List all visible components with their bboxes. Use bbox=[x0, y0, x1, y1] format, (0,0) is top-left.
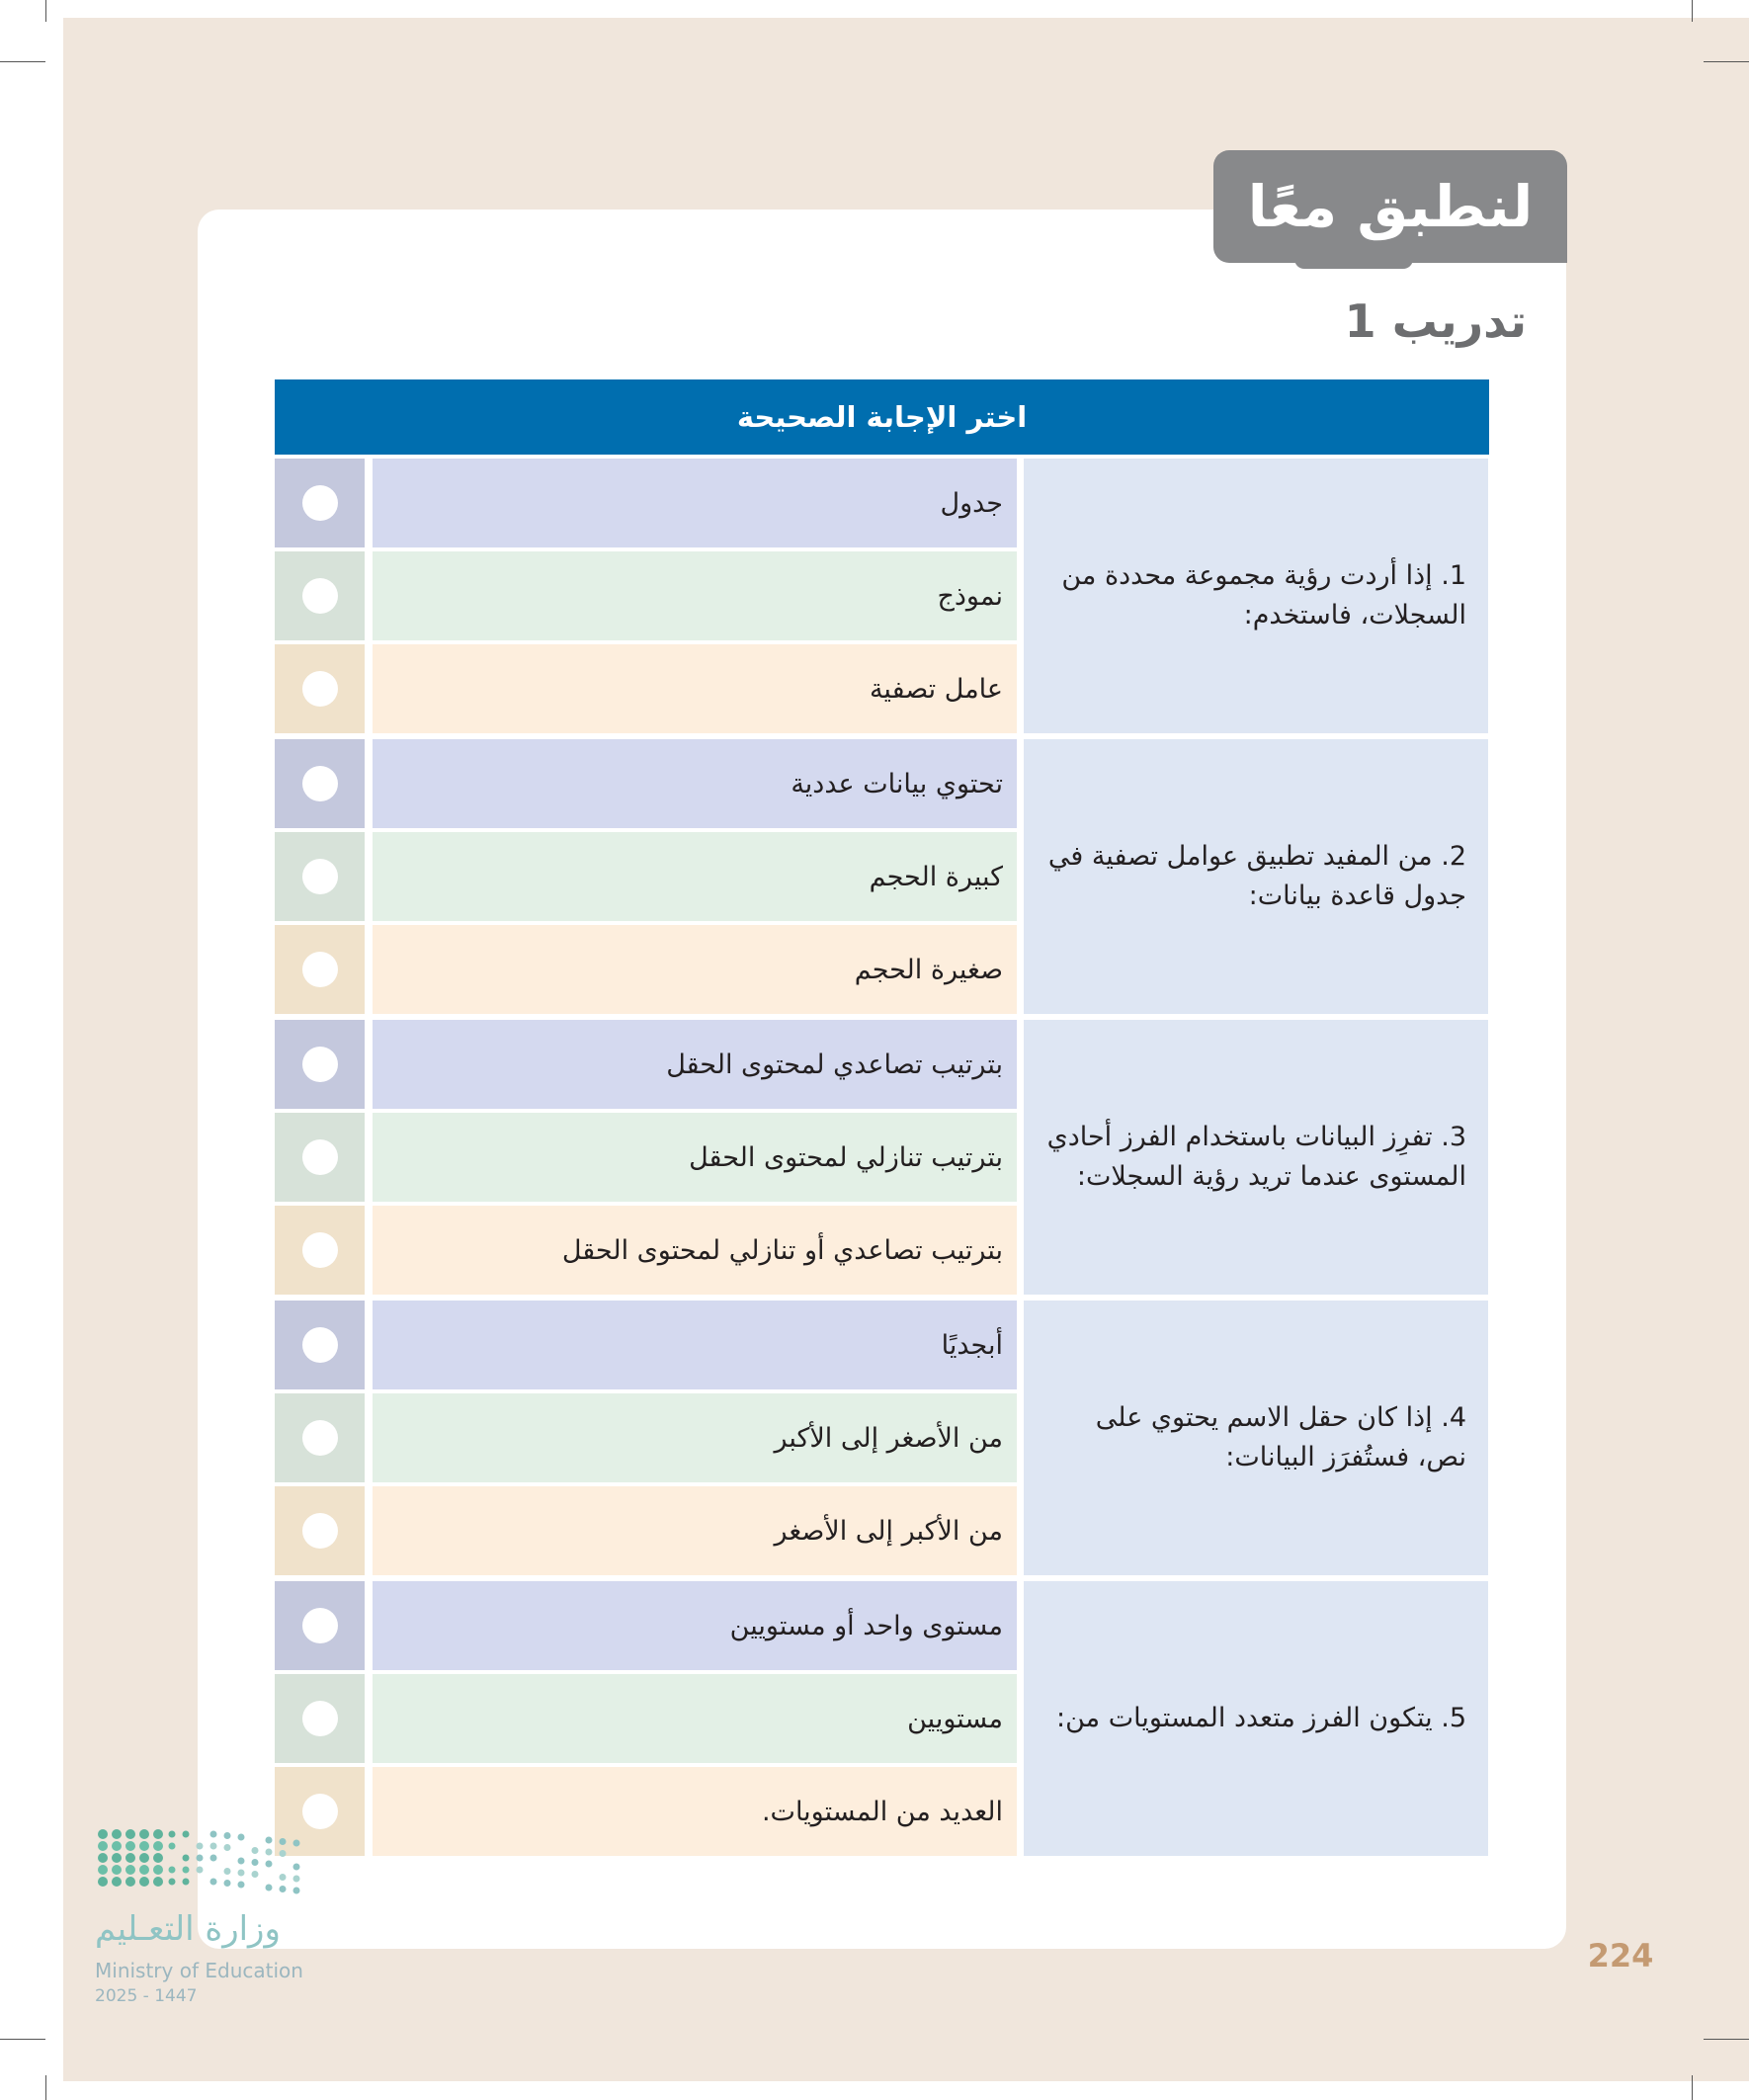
question-text: 2. من المفيد تطبيق عوامل تصفية في جدول قاعدة بيانات: bbox=[1047, 841, 1466, 911]
logo-dot bbox=[139, 1829, 149, 1839]
section-title: تدريب 1 bbox=[1344, 294, 1527, 348]
radio-cell bbox=[275, 1581, 365, 1670]
option-label: من الأصغر إلى الأكبر bbox=[774, 1422, 1003, 1454]
option-1-3 bbox=[373, 644, 1017, 733]
radio-button-1-3[interactable] bbox=[302, 671, 338, 707]
radio-button-2-1[interactable] bbox=[302, 766, 338, 801]
option-label: صغيرة الحجم bbox=[854, 954, 1003, 985]
logo-dot bbox=[238, 1858, 245, 1865]
logo-dot bbox=[293, 1840, 300, 1847]
radio-button-1-2[interactable] bbox=[302, 578, 338, 614]
logo-dot bbox=[266, 1885, 273, 1891]
table-header bbox=[275, 379, 1489, 455]
option-3-2 bbox=[373, 1113, 1017, 1202]
logo-dot bbox=[153, 1877, 163, 1887]
question-text: 1. إذا أردت رؤية مجموعة محددة من السجلات، فاستخدم: bbox=[1061, 560, 1466, 630]
option-4-2 bbox=[373, 1393, 1017, 1482]
radio-button-1-1[interactable] bbox=[302, 485, 338, 521]
logo-dot bbox=[266, 1837, 273, 1844]
radio-cell bbox=[275, 1486, 365, 1575]
logo-dot bbox=[98, 1877, 108, 1887]
question-4 bbox=[1024, 1301, 1488, 1575]
logo-dot bbox=[183, 1855, 190, 1862]
table-header-label: اختر الإجابة الصحيحة bbox=[736, 400, 1028, 434]
option-label: كبيرة الحجم bbox=[869, 861, 1003, 892]
option-label: مستوى واحد أو مستويين bbox=[729, 1610, 1003, 1641]
logo-dot bbox=[169, 1843, 176, 1850]
radio-cell bbox=[275, 832, 365, 921]
logo-dot bbox=[98, 1829, 108, 1839]
logo-dot bbox=[169, 1879, 176, 1886]
logo-dot bbox=[125, 1829, 135, 1839]
logo-dot bbox=[169, 1867, 176, 1874]
option-1-1 bbox=[373, 459, 1017, 547]
option-label: أبجديًا bbox=[941, 1329, 1003, 1361]
radio-cell bbox=[275, 551, 365, 640]
logo-dot bbox=[197, 1855, 204, 1862]
logo-dot bbox=[197, 1843, 204, 1850]
logo-dot bbox=[210, 1855, 217, 1862]
logo-dot bbox=[112, 1841, 122, 1851]
option-2-3 bbox=[373, 925, 1017, 1014]
logo-dot bbox=[224, 1832, 231, 1839]
question-5 bbox=[1024, 1581, 1488, 1856]
logo-dot bbox=[224, 1880, 231, 1887]
logo-dot bbox=[224, 1844, 231, 1851]
option-label: بترتيب تنازلي لمحتوى الحقل bbox=[689, 1141, 1003, 1173]
radio-button-4-1[interactable] bbox=[302, 1327, 338, 1363]
radio-button-4-2[interactable] bbox=[302, 1420, 338, 1456]
logo-dot bbox=[280, 1874, 287, 1881]
option-label: من الأكبر إلى الأصغر bbox=[774, 1515, 1003, 1547]
option-2-2 bbox=[373, 832, 1017, 921]
logo-year-text: 2025 - 1447 bbox=[95, 1986, 198, 2006]
question-text: 3. تفرِز البيانات باستخدام الفرز أحادي المستوى عندما تريد رؤية السجلات: bbox=[1046, 1122, 1466, 1192]
crop-mark bbox=[1704, 2039, 1749, 2040]
page-title: لنطبق معًا bbox=[1247, 173, 1534, 240]
logo-dot bbox=[293, 1888, 300, 1894]
logo-dot bbox=[98, 1853, 108, 1863]
crop-mark bbox=[1692, 0, 1693, 22]
radio-cell bbox=[275, 459, 365, 547]
logo-dot bbox=[139, 1877, 149, 1887]
logo-dot bbox=[238, 1834, 245, 1841]
logo-dot bbox=[112, 1853, 122, 1863]
logo-dot bbox=[210, 1831, 217, 1838]
logo-dot bbox=[112, 1865, 122, 1875]
logo-dot bbox=[224, 1868, 231, 1875]
option-label: بترتيب تصاعدي لمحتوى الحقل bbox=[666, 1049, 1003, 1080]
radio-cell bbox=[275, 739, 365, 828]
radio-button-2-2[interactable] bbox=[302, 859, 338, 894]
logo-arabic-text: وزارة التعـليم bbox=[95, 1909, 281, 1949]
logo-dot bbox=[125, 1853, 135, 1863]
logo-dot bbox=[183, 1879, 190, 1886]
logo-dot bbox=[183, 1831, 190, 1838]
logo-dot bbox=[153, 1829, 163, 1839]
logo-dot bbox=[210, 1843, 217, 1850]
logo-dot bbox=[153, 1853, 163, 1863]
logo-dot bbox=[125, 1865, 135, 1875]
option-3-1 bbox=[373, 1020, 1017, 1109]
radio-button-3-2[interactable] bbox=[302, 1139, 338, 1175]
crop-mark bbox=[0, 61, 45, 62]
option-5-1 bbox=[373, 1581, 1017, 1670]
logo-dot bbox=[210, 1879, 217, 1886]
option-label: مستويين bbox=[907, 1703, 1003, 1734]
page-number: 224 bbox=[1587, 1937, 1654, 1974]
radio-cell bbox=[275, 1301, 365, 1389]
logo-dot bbox=[293, 1876, 300, 1883]
logo-english-text: Ministry of Education bbox=[95, 1959, 303, 1982]
option-5-2 bbox=[373, 1674, 1017, 1763]
option-2-1 bbox=[373, 739, 1017, 828]
option-4-3 bbox=[373, 1486, 1017, 1575]
logo-dot bbox=[183, 1867, 190, 1874]
question-1 bbox=[1024, 459, 1488, 733]
radio-cell bbox=[275, 644, 365, 733]
logo-dot bbox=[153, 1841, 163, 1851]
option-label: العديد من المستويات. bbox=[761, 1796, 1003, 1827]
crop-mark bbox=[45, 0, 46, 22]
radio-cell bbox=[275, 925, 365, 1014]
option-3-3 bbox=[373, 1206, 1017, 1295]
logo-dot bbox=[293, 1864, 300, 1871]
radio-button-2-3[interactable] bbox=[302, 952, 338, 987]
logo-dot bbox=[169, 1831, 176, 1838]
logo-dot bbox=[139, 1841, 149, 1851]
radio-button-4-3[interactable] bbox=[302, 1513, 338, 1549]
page-title-tab bbox=[1213, 150, 1567, 263]
option-4-1 bbox=[373, 1301, 1017, 1389]
question-2 bbox=[1024, 739, 1488, 1014]
crop-mark bbox=[1692, 2075, 1693, 2100]
logo-dot bbox=[280, 1886, 287, 1892]
radio-cell bbox=[275, 1674, 365, 1763]
radio-cell bbox=[275, 1020, 365, 1109]
radio-button-3-1[interactable] bbox=[302, 1047, 338, 1082]
radio-cell bbox=[275, 1393, 365, 1482]
logo-dot bbox=[238, 1870, 245, 1877]
logo-dot bbox=[139, 1865, 149, 1875]
option-1-2 bbox=[373, 551, 1017, 640]
logo-dot bbox=[125, 1877, 135, 1887]
logo-dot bbox=[266, 1849, 273, 1856]
option-label: نموذج bbox=[937, 580, 1003, 612]
radio-button-5-1[interactable] bbox=[302, 1608, 338, 1643]
question-text: 5. يتكون الفرز متعدد المستويات من: bbox=[1056, 1703, 1466, 1733]
logo-dot bbox=[112, 1877, 122, 1887]
radio-button-5-3[interactable] bbox=[302, 1794, 338, 1829]
crop-mark bbox=[45, 2075, 46, 2100]
logo-dot bbox=[112, 1829, 122, 1839]
logo-dot bbox=[125, 1841, 135, 1851]
logo-dot bbox=[238, 1882, 245, 1889]
logo-dot bbox=[252, 1871, 259, 1878]
crop-mark bbox=[1704, 61, 1749, 62]
logo-dot bbox=[280, 1838, 287, 1845]
logo-dot bbox=[280, 1850, 287, 1857]
option-label: تحتوي بيانات عددية bbox=[791, 768, 1003, 799]
logo-dot bbox=[252, 1859, 259, 1866]
question-3 bbox=[1024, 1020, 1488, 1295]
logo-dot bbox=[252, 1847, 259, 1854]
radio-button-5-2[interactable] bbox=[302, 1701, 338, 1736]
logo-dot bbox=[153, 1865, 163, 1875]
option-label: عامل تصفية bbox=[869, 673, 1003, 705]
logo-dot bbox=[139, 1853, 149, 1863]
logo-dot bbox=[266, 1861, 273, 1868]
option-label: بترتيب تصاعدي أو تنازلي لمحتوى الحقل bbox=[561, 1234, 1003, 1266]
logo-dot bbox=[98, 1865, 108, 1875]
radio-cell bbox=[275, 1206, 365, 1295]
question-text: 4. إذا كان حقل الاسم يحتوي على نص، فستُفرَز البيانات: bbox=[1095, 1402, 1466, 1472]
radio-cell bbox=[275, 1113, 365, 1202]
logo-dot bbox=[197, 1867, 204, 1874]
radio-button-3-3[interactable] bbox=[302, 1232, 338, 1268]
option-label: جدول bbox=[940, 487, 1003, 519]
logo-dot bbox=[98, 1841, 108, 1851]
option-5-3 bbox=[373, 1767, 1017, 1856]
crop-mark bbox=[0, 2039, 45, 2040]
